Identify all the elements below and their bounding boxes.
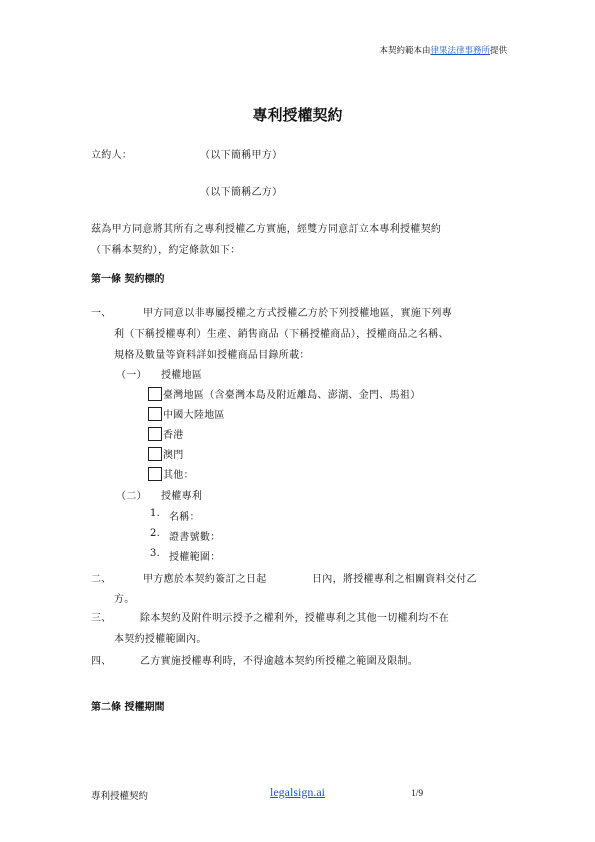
article-2-heading: 第二條 授權期間 [91, 702, 165, 713]
sub-2-label: 授權專利 [161, 491, 203, 502]
clause-2-line-1b: 日內，將授權專利之相關資料交付乙 [312, 574, 477, 585]
footer-doc-title: 專利授權契約 [91, 791, 149, 802]
checkbox-china[interactable] [148, 407, 162, 421]
patent-item-1-number: 1. [150, 508, 161, 519]
region-option-other: 其他： [148, 466, 194, 481]
patent-name-label: 名稱： [169, 512, 200, 523]
checkbox-other[interactable] [148, 467, 162, 481]
header-suffix: 提供 [489, 46, 507, 56]
checkbox-macau[interactable] [148, 447, 162, 461]
clause-4-line-1: 乙方實施授權專利時，不得逾越本契約所授權之範圍及限制。 [140, 656, 419, 667]
clause-1-line-2: 利（下稱授權專利）生產、銷售商品（下稱授權商品），授權商品之名稱、 [114, 329, 449, 340]
sub-1-number: （一） [116, 370, 147, 381]
party-b-note: （以下簡稱乙方） [200, 187, 283, 198]
page-title: 專利授權契約 [252, 106, 343, 124]
page-header [379, 44, 507, 56]
clause-1-number: 一、 [91, 308, 112, 319]
clause-2-line-1a: 甲方應於本契約簽訂之日起 [143, 574, 267, 585]
sub-2-number: （二） [116, 491, 147, 502]
intro-line-1: 茲為甲方同意將其所有之專利授權乙方實施，經雙方同意訂立本專利授權契約 [91, 224, 442, 235]
checkbox-hongkong[interactable] [148, 427, 162, 441]
clause-1-line-3: 規格及數量等資料詳如授權商品目錄所載： [114, 350, 310, 361]
party-a-note: （以下簡稱甲方） [200, 150, 283, 161]
patent-scope-label: 授權範圍： [169, 552, 221, 563]
clause-4-number: 四、 [91, 656, 112, 667]
clause-3-line-2: 本契約授權範圍內。 [114, 634, 207, 645]
intro-line-2: （下稱本契約），約定條款如下： [91, 245, 241, 256]
law-firm-link[interactable]: 律果法律事務所 [430, 46, 490, 56]
clause-2-number: 二、 [91, 574, 112, 585]
patent-item-2-number: 2. [150, 528, 161, 539]
header-prefix: 本契約範本由 [379, 46, 431, 56]
legalsign-link[interactable]: legalsign.ai [270, 785, 325, 799]
page-number: 1/9 [411, 789, 424, 799]
parties-label: 立約人： [91, 150, 133, 161]
clause-3-number: 三、 [91, 613, 112, 624]
checkbox-taiwan[interactable] [148, 387, 162, 401]
clause-3-line-1: 除本契約及附件明示授予之權利外，授權專利之其他一切權利均不在 [140, 613, 449, 624]
clause-1-line-1: 甲方同意以非專屬授權之方式授權乙方於下列授權地區，實施下列專 [143, 308, 452, 319]
patent-item-3-number: 3. [150, 548, 161, 559]
region-option-china: 中國大陸地區 [148, 406, 225, 421]
region-option-taiwan: 臺灣地區（含臺灣本島及附近離島、澎湖、金門、馬祖） [148, 386, 421, 401]
article-1-heading: 第一條 契約標的 [91, 274, 165, 285]
clause-2-line-2: 方。 [114, 594, 135, 605]
patent-cert-label: 證書號數： [169, 532, 221, 543]
region-option-macau: 澳門 [148, 446, 184, 461]
sub-1-label: 授權地區 [161, 370, 203, 381]
region-option-hongkong: 香港 [148, 426, 184, 441]
